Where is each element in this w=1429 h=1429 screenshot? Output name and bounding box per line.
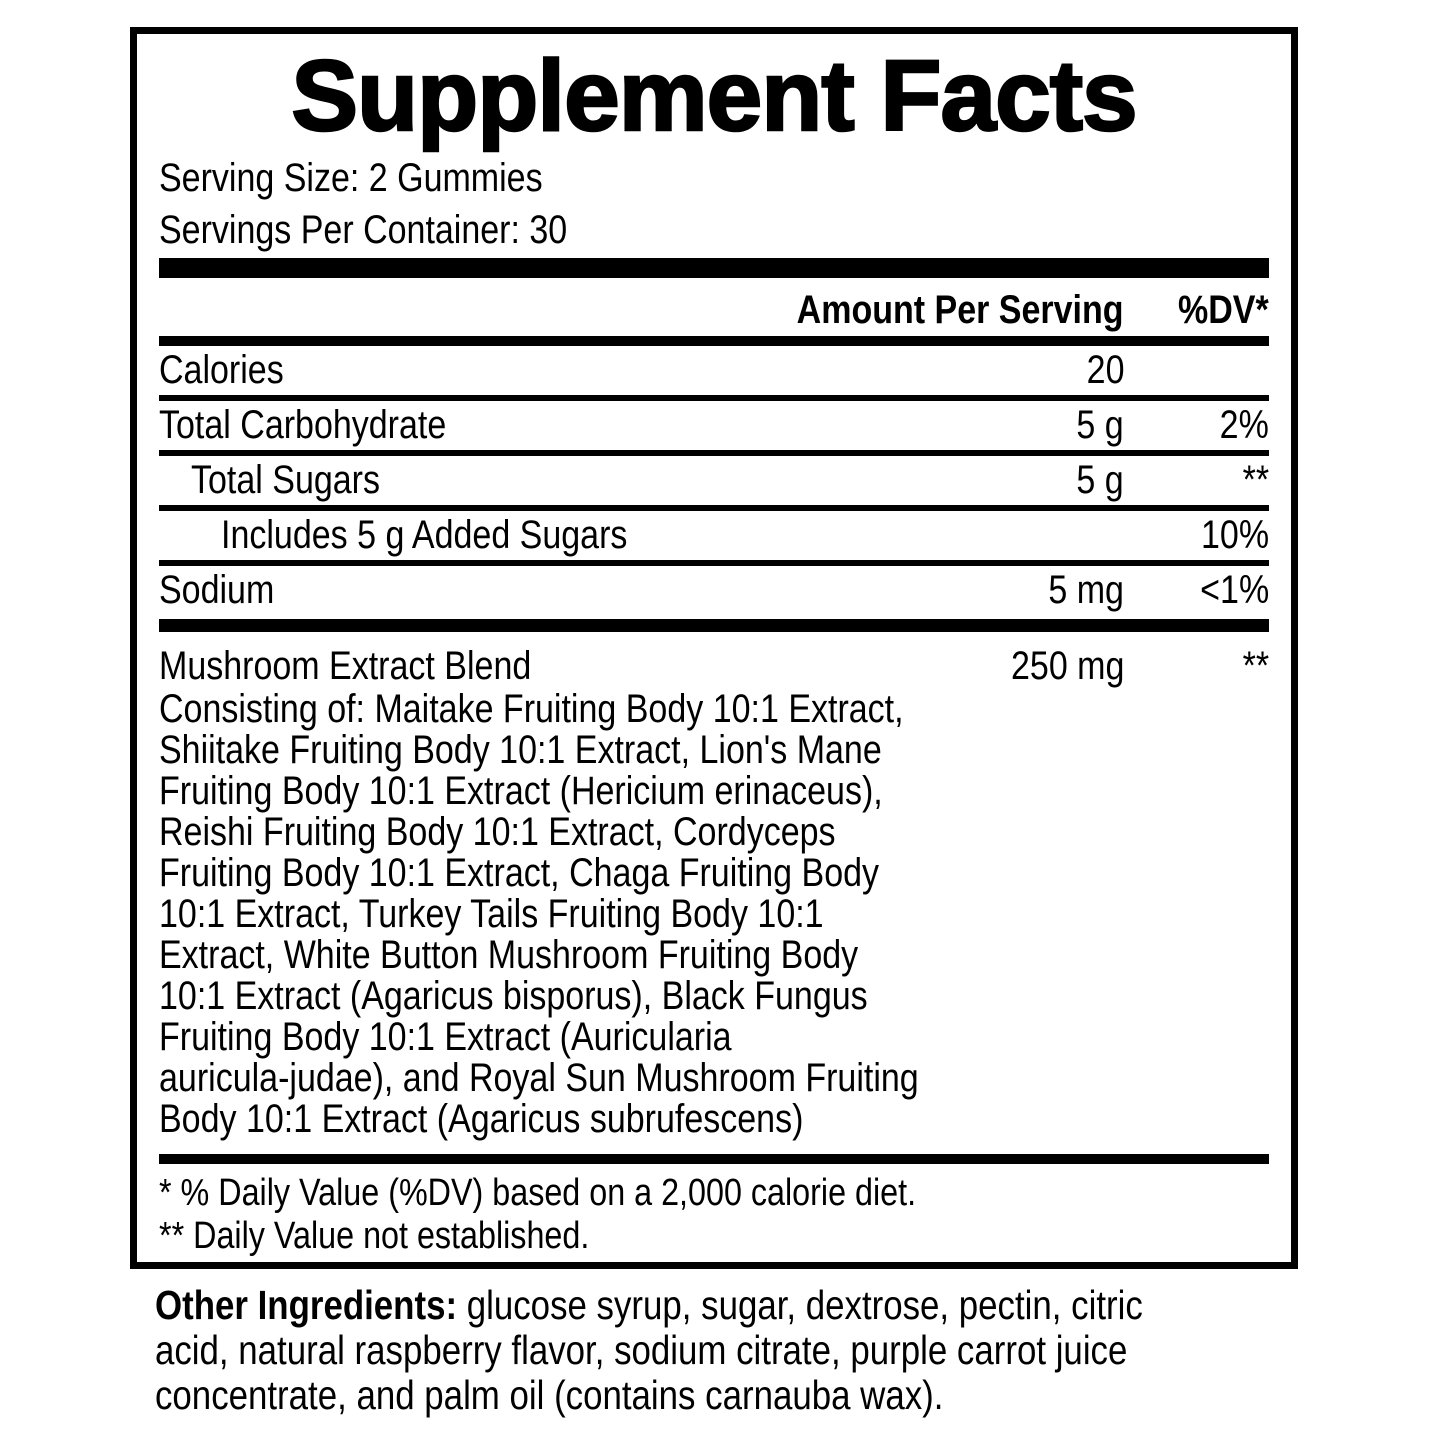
other-ingredients-line: concentrate, and palm oil (contains carnauba wax).	[155, 1372, 944, 1418]
other-ingredients-text: glucose syrup, sugar, dextrose, pectin, citric	[457, 1282, 1143, 1328]
row-mushroom-blend	[159, 644, 1269, 689]
blend-description-line: auricula-judae), and Royal Sun Mushroom Fruiting	[159, 1056, 919, 1100]
nutrient-dv	[1124, 348, 1269, 393]
thick-separator-bar-middle	[159, 619, 1269, 632]
blend-description-line: Consisting of: Maitake Fruiting Body 10:1 Extract,	[159, 687, 904, 731]
nutrient-name: Sodium	[159, 568, 275, 612]
row-total-sugars	[159, 456, 1269, 505]
nutrient-amount: 20	[1086, 348, 1124, 392]
row-sodium	[159, 566, 1269, 615]
header-rule	[159, 336, 1269, 346]
nutrient-name: Total Carbohydrate	[159, 403, 447, 447]
nutrient-name: Includes 5 g Added Sugars	[221, 513, 628, 557]
other-ingredients	[155, 1283, 1355, 1418]
other-ingredients-line	[155, 1283, 1175, 1328]
percent-dv-header: %DV*	[1178, 288, 1269, 332]
column-header-row	[159, 278, 1269, 336]
blend-description-line: Reishi Fruiting Body 10:1 Extract, Cordyceps	[159, 810, 836, 854]
blend-description	[159, 689, 1269, 1140]
footnote-rule	[159, 1154, 1269, 1164]
nutrient-dv: <1%	[1200, 568, 1269, 612]
blend-description-line: Shiitake Fruiting Body 10:1 Extract, Lion's Mane	[159, 728, 882, 772]
nutrient-amount: 250 mg	[1010, 644, 1124, 688]
other-ingredients-line: acid, natural raspberry flavor, sodium citrate, purple carrot juice	[155, 1327, 1128, 1373]
row-total-carbohydrate	[159, 401, 1269, 450]
page-title: Supplement Facts	[291, 40, 1137, 152]
blend-description-line: Fruiting Body 10:1 Extract, Chaga Fruiting Body	[159, 851, 880, 895]
blend-section	[159, 632, 1269, 1140]
other-ingredients-label: Other Ingredients:	[155, 1282, 458, 1328]
nutrient-amount	[954, 513, 1124, 558]
servings-per-container-line	[159, 204, 1269, 256]
blend-description-line: 10:1 Extract (Agaricus bisporus), Black Fungus	[159, 974, 868, 1018]
nutrient-dv: **	[1242, 458, 1269, 502]
footnote-not-established: ** Daily Value not established.	[159, 1215, 590, 1257]
nutrient-dv: **	[1242, 644, 1269, 688]
footnotes	[159, 1172, 1269, 1258]
blend-description-line: 10:1 Extract, Turkey Tails Fruiting Body 10:1	[159, 892, 824, 936]
blend-description-line: Fruiting Body 10:1 Extract (Auricularia	[159, 1015, 732, 1059]
serving-size-line	[159, 152, 1269, 204]
nutrient-amount: 5 g	[1076, 458, 1124, 502]
row-added-sugars	[159, 511, 1269, 560]
nutrient-name: Mushroom Extract Blend	[159, 644, 532, 688]
amount-per-serving-header: Amount Per Serving	[797, 288, 1124, 332]
blend-description-line: Fruiting Body 10:1 Extract (Hericium erinaceus),	[159, 769, 883, 813]
nutrient-name: Calories	[159, 348, 284, 392]
blend-description-line: Extract, White Button Mushroom Fruiting Body	[159, 933, 859, 977]
facts-box	[130, 27, 1298, 1269]
serving-size-text: Serving Size: 2 Gummies	[159, 156, 543, 200]
nutrient-dv: 10%	[1200, 513, 1269, 557]
nutrient-amount: 5 g	[1076, 403, 1124, 447]
nutrient-dv: 2%	[1219, 403, 1269, 447]
blend-description-line: Body 10:1 Extract (Agaricus subrufescens)	[159, 1097, 804, 1141]
nutrient-name: Total Sugars	[191, 458, 380, 502]
nutrient-amount: 5 mg	[1048, 568, 1124, 612]
servings-per-container-text: Servings Per Container: 30	[159, 208, 568, 252]
footnote-daily-value: * % Daily Value (%DV) based on a 2,000 calorie diet.	[159, 1172, 917, 1214]
row-calories	[159, 346, 1269, 395]
thick-separator-bar-top	[159, 258, 1269, 278]
